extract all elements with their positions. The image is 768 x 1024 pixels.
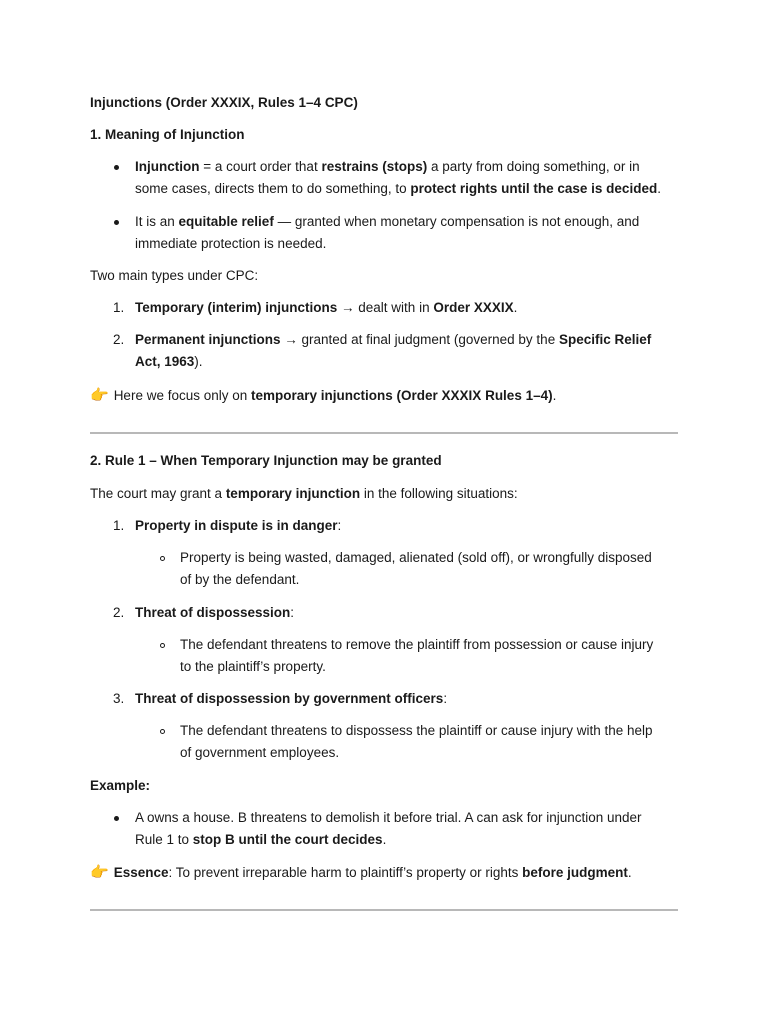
meaning-bullet-1-line-1: Injunction = a court order that restrains (stops) a party from doing something, or in (135, 159, 640, 174)
types-intro: Two main types under CPC: (90, 268, 259, 283)
section-1-heading: 1. Meaning of Injunction (90, 127, 245, 142)
type-2-line-1: Permanent injunctions → granted at final judgment (governed by the Specific Relief (135, 332, 652, 347)
situation-1-number: 1. (113, 518, 125, 533)
meaning-bullet-2-line-1: It is an equitable relief — granted when monetary compensation is not enough, and (135, 214, 640, 229)
type-1-text: Temporary (interim) injunctions → dealt with in Order XXXIX. (135, 300, 518, 315)
focus-note: 👉 Here we focus only on temporary injunctions (Order XXXIX Rules 1–4). (90, 387, 557, 404)
situation-3-label: Threat of dispossession by government officers: (135, 691, 448, 706)
bullet-dot (114, 165, 119, 170)
sub-bullet-circle (160, 729, 165, 734)
sub-bullet-circle (160, 556, 165, 561)
rule-1-intro: The court may grant a temporary injunction in the following situations: (90, 486, 518, 501)
meaning-bullet-2-line-2: immediate protection is needed. (135, 236, 327, 251)
section-divider (90, 909, 678, 911)
situation-2-number: 2. (113, 605, 125, 620)
situation-2-detail-line-2: to the plaintiff’s property. (180, 659, 326, 674)
sub-bullet-circle (160, 643, 165, 648)
meaning-bullet-1-line-2: some cases, directs them to do something, to protect rights until the case is decided. (135, 181, 661, 196)
type-2-line-2: Act, 1963). (135, 354, 203, 369)
example-line-2: Rule 1 to stop B until the court decides. (135, 832, 387, 847)
example-label: Example: (90, 778, 151, 793)
section-divider (90, 432, 678, 434)
pointing-hand-icon: 👉 (90, 387, 109, 404)
situation-3-detail-line-2: of government employees. (180, 745, 340, 760)
situation-1-label: Property in dispute is in danger: (135, 518, 342, 533)
bullet-dot (114, 220, 119, 225)
pointing-hand-icon: 👉 (90, 864, 109, 881)
type-1-number: 1. (113, 300, 125, 315)
example-line-1: A owns a house. B threatens to demolish it before trial. A can ask for injunction under (135, 810, 642, 825)
situation-2-detail-line-1: The defendant threatens to remove the plaintiff from possession or cause injury (180, 637, 654, 652)
bullet-dot (114, 816, 119, 821)
situation-3-number: 3. (113, 691, 125, 706)
document-title: Injunctions (Order XXXIX, Rules 1–4 CPC) (90, 95, 358, 110)
essence-note: 👉 Essence: To prevent irreparable harm to plaintiff’s property or rights before judgment. (90, 864, 632, 881)
situation-2-label: Threat of dispossession: (135, 605, 295, 620)
situation-3-detail-line-1: The defendant threatens to dispossess the plaintiff or cause injury with the help (180, 723, 653, 738)
type-2-number: 2. (113, 332, 125, 347)
situation-1-detail-line-1: Property is being wasted, damaged, alienated (sold off), or wrongfully disposed (180, 550, 652, 565)
situation-1-detail-line-2: of by the defendant. (180, 572, 300, 587)
section-2-heading: 2. Rule 1 – When Temporary Injunction may be granted (90, 453, 442, 468)
